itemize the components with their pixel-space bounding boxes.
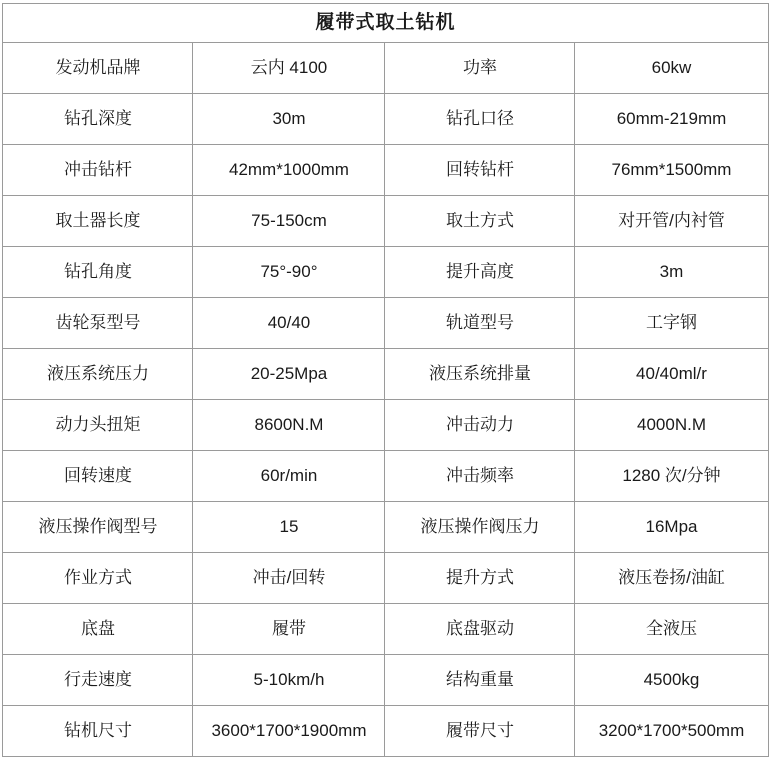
- spec-value: 3m: [575, 247, 768, 298]
- spec-value: 4000N.M: [575, 400, 768, 451]
- spec-label: 发动机品牌: [3, 43, 193, 94]
- table-title-row: [3, 4, 768, 43]
- spec-value: 76mm*1500mm: [575, 145, 768, 196]
- table-row: [3, 349, 768, 400]
- spec-value: 云内 4100: [193, 43, 385, 94]
- table-row: [3, 451, 768, 502]
- spec-value: 75-150cm: [193, 196, 385, 247]
- spec-value: 40/40ml/r: [575, 349, 768, 400]
- spec-label: 回转速度: [3, 451, 193, 502]
- spec-label: 底盘: [3, 604, 193, 655]
- spec-value: 8600N.M: [193, 400, 385, 451]
- spec-value: 工字钢: [575, 298, 768, 349]
- spec-value: 冲击/回转: [193, 553, 385, 604]
- spec-label: 液压操作阀型号: [3, 502, 193, 553]
- spec-value: 16Mpa: [575, 502, 768, 553]
- spec-value: 60mm-219mm: [575, 94, 768, 145]
- spec-label: 冲击钻杆: [3, 145, 193, 196]
- table-row: [3, 94, 768, 145]
- table-row: [3, 400, 768, 451]
- table-row: [3, 196, 768, 247]
- table-row: [3, 706, 768, 757]
- spec-label: 钻机尺寸: [3, 706, 193, 757]
- table-row: [3, 553, 768, 604]
- spec-label: 钻孔口径: [385, 94, 575, 145]
- spec-label: 轨道型号: [385, 298, 575, 349]
- spec-value: 对开管/内衬管: [575, 196, 768, 247]
- spec-label: 提升方式: [385, 553, 575, 604]
- spec-value: 15: [193, 502, 385, 553]
- spec-value: 60r/min: [193, 451, 385, 502]
- spec-label: 动力头扭矩: [3, 400, 193, 451]
- spec-label: 回转钻杆: [385, 145, 575, 196]
- spec-value: 30m: [193, 94, 385, 145]
- spec-label: 冲击频率: [385, 451, 575, 502]
- table-row: [3, 145, 768, 196]
- spec-label: 底盘驱动: [385, 604, 575, 655]
- table-row: [3, 43, 768, 94]
- table-row: [3, 604, 768, 655]
- spec-label: 履带尺寸: [385, 706, 575, 757]
- spec-value: 3200*1700*500mm: [575, 706, 768, 757]
- spec-label: 齿轮泵型号: [3, 298, 193, 349]
- table-row: [3, 247, 768, 298]
- spec-value: 42mm*1000mm: [193, 145, 385, 196]
- spec-label: 钻孔角度: [3, 247, 193, 298]
- spec-value: 液压卷扬/油缸: [575, 553, 768, 604]
- spec-value: 5-10km/h: [193, 655, 385, 706]
- spec-value: 全液压: [575, 604, 768, 655]
- spec-label: 冲击动力: [385, 400, 575, 451]
- spec-label: 结构重量: [385, 655, 575, 706]
- specification-table: [2, 3, 768, 757]
- spec-value: 4500kg: [575, 655, 768, 706]
- spec-label: 钻孔深度: [3, 94, 193, 145]
- spec-label: 行走速度: [3, 655, 193, 706]
- spec-value: 40/40: [193, 298, 385, 349]
- spec-label: 作业方式: [3, 553, 193, 604]
- spec-label: 取土器长度: [3, 196, 193, 247]
- page-title: 履带式取土钻机: [3, 4, 768, 43]
- spec-value: 履带: [193, 604, 385, 655]
- spec-label: 功率: [385, 43, 575, 94]
- table-row: [3, 298, 768, 349]
- spec-value: 75°-90°: [193, 247, 385, 298]
- spec-value: 20-25Mpa: [193, 349, 385, 400]
- spec-value: 3600*1700*1900mm: [193, 706, 385, 757]
- table-row: [3, 502, 768, 553]
- spec-label: 液压系统压力: [3, 349, 193, 400]
- spec-label: 提升高度: [385, 247, 575, 298]
- spec-value: 60kw: [575, 43, 768, 94]
- spec-label: 液压操作阀压力: [385, 502, 575, 553]
- spec-label: 取土方式: [385, 196, 575, 247]
- spec-value: 1280 次/分钟: [575, 451, 768, 502]
- spec-label: 液压系统排量: [385, 349, 575, 400]
- table-row: [3, 655, 768, 706]
